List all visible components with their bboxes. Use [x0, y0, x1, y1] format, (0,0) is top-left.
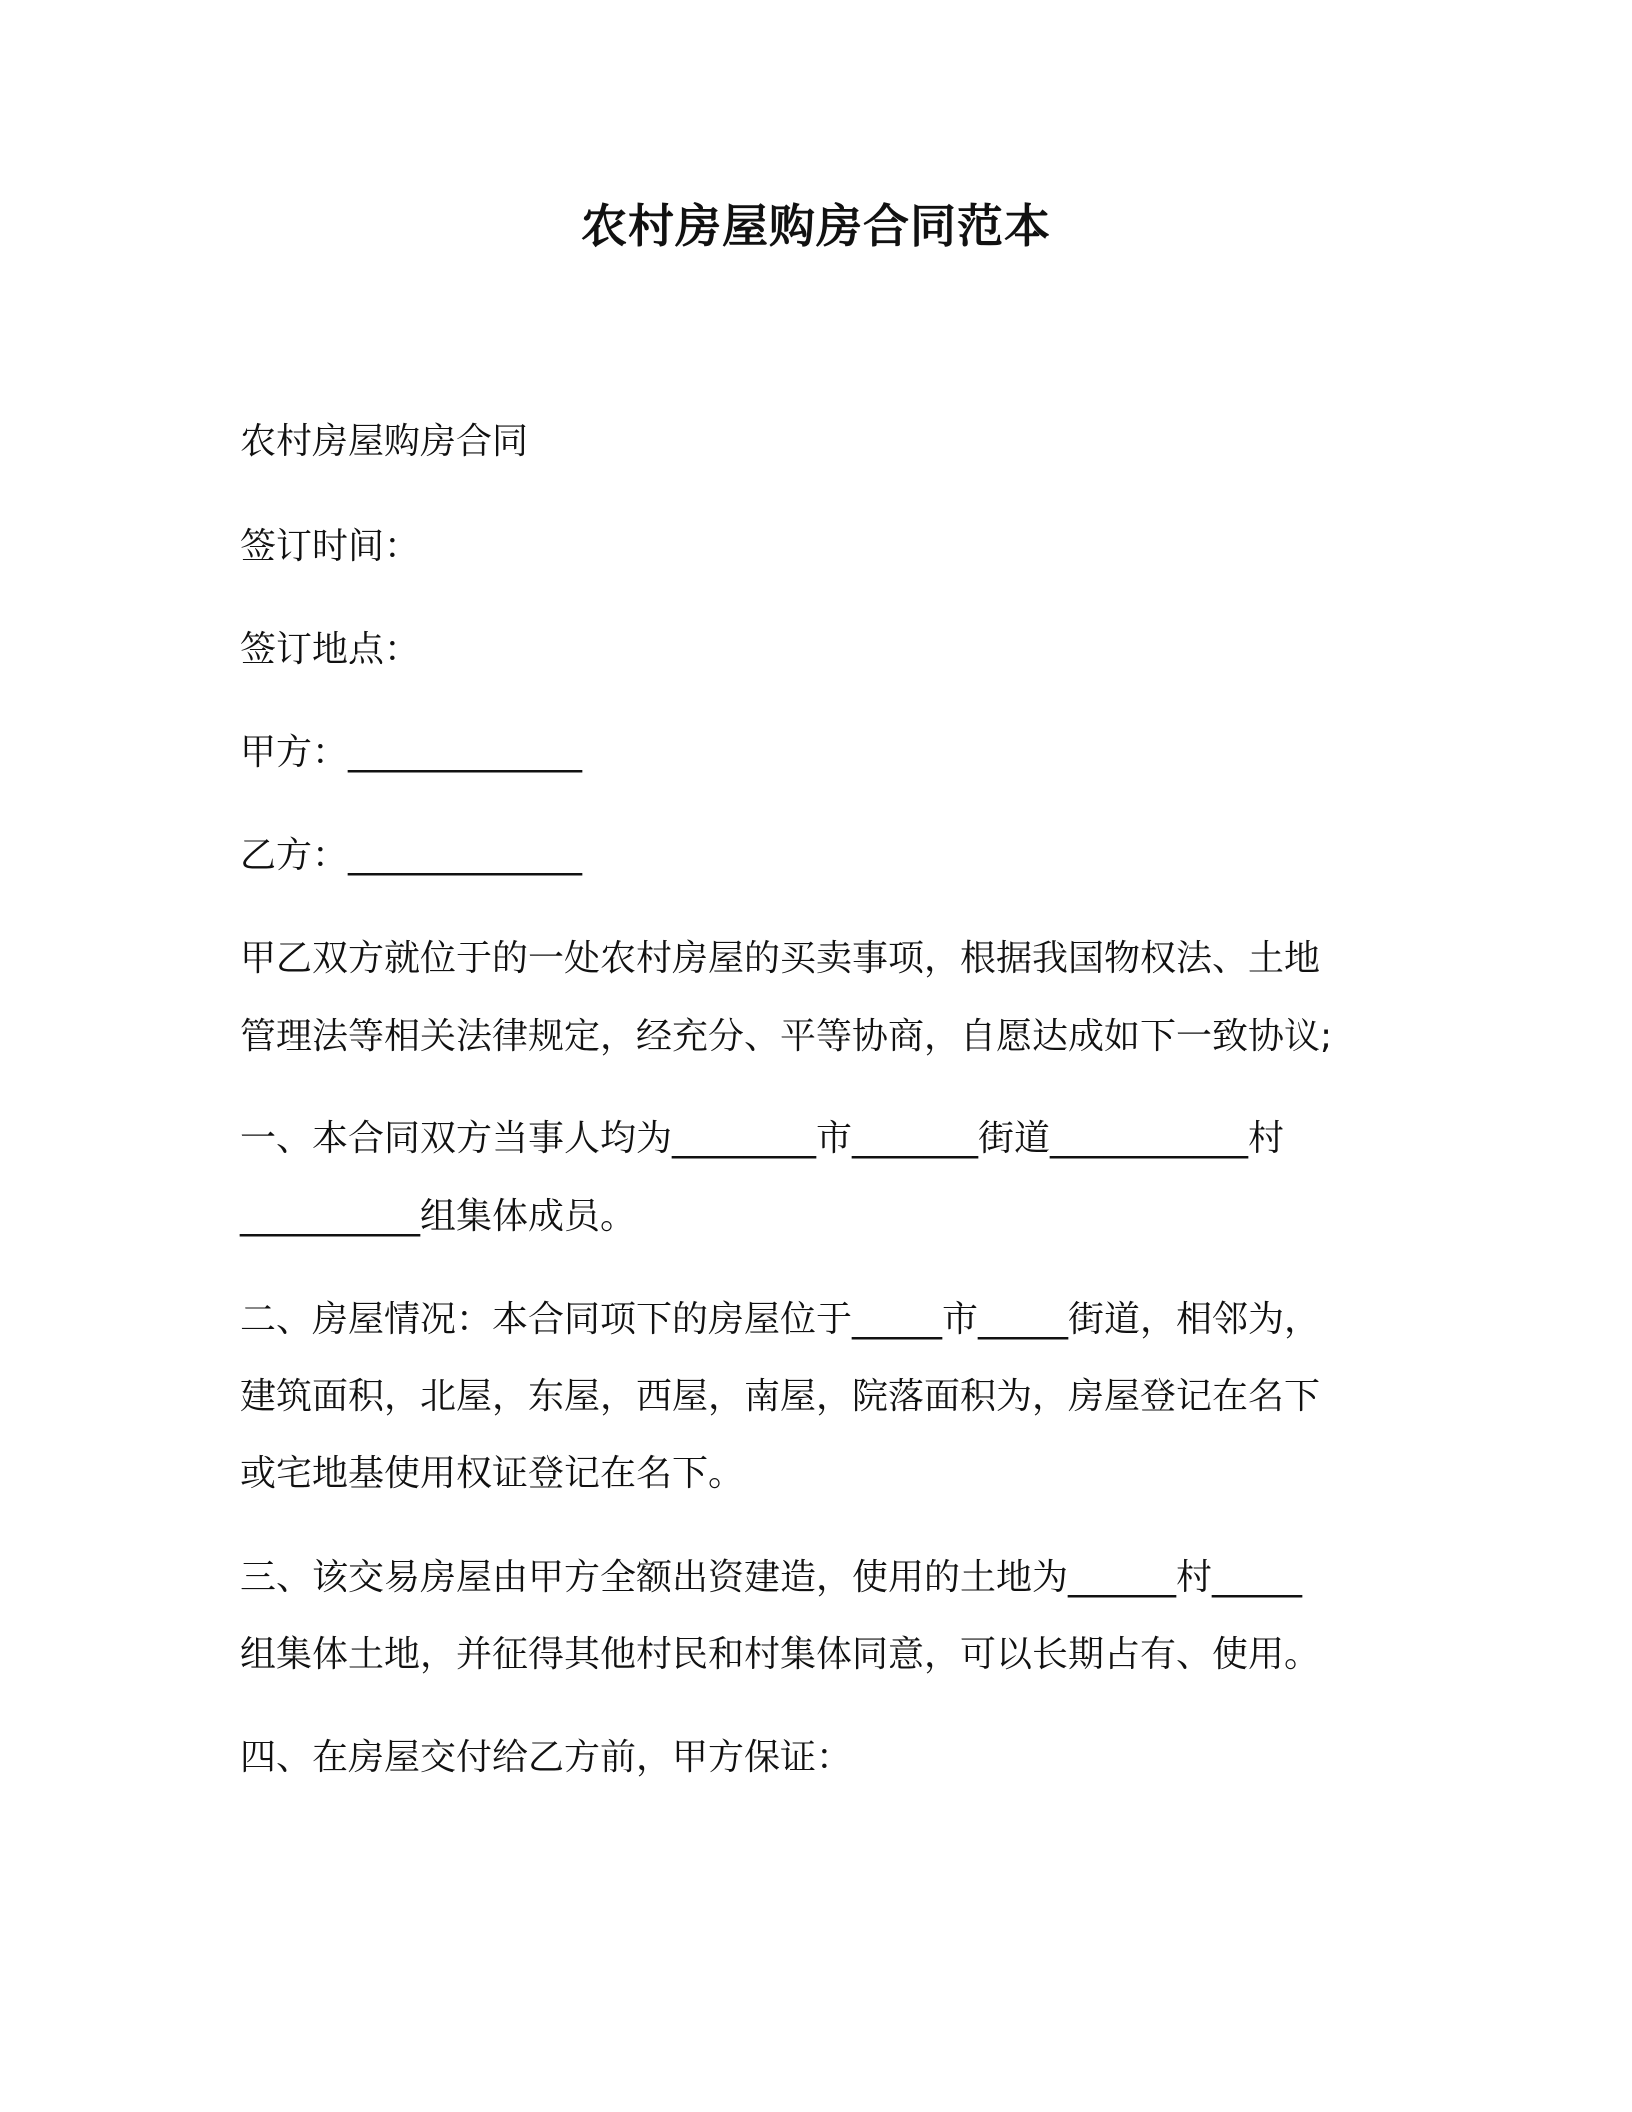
contract-heading: 农村房屋购房合同 — [240, 421, 529, 462]
party-a-line: 甲方：_____________ — [240, 732, 583, 773]
preamble-line-2: 管理法等相关法律规定，经充分、平等协商，自愿达成如下一致协议; — [240, 1016, 1333, 1057]
party-b-line: 乙方：_____________ — [240, 835, 583, 876]
clause-2-line-3: 或宅地基使用权证登记在名下。 — [240, 1453, 745, 1494]
document-title: 农村房屋购房合同范本 — [581, 199, 1051, 253]
clause-4-line-1: 四、在房屋交付给乙方前，甲方保证： — [240, 1737, 853, 1778]
clause-3-line-1: 三、该交易房屋由甲方全额出资建造，使用的土地为______村_____ — [240, 1557, 1303, 1598]
clause-1-line-2: __________组集体成员。 — [240, 1196, 637, 1237]
clause-3-line-2: 组集体土地，并征得其他村民和村集体同意，可以长期占有、使用。 — [240, 1634, 1321, 1675]
signing-place-line: 签订地点： — [240, 629, 421, 670]
signing-time-line: 签订时间： — [240, 526, 421, 567]
clause-2-line-1: 二、房屋情况：本合同项下的房屋位于_____市_____街道，相邻为， — [240, 1299, 1321, 1340]
clause-2-line-2: 建筑面积，北屋，东屋，西屋，南屋，院落面积为，房屋登记在名下 — [240, 1376, 1321, 1417]
clause-1-line-1: 一、本合同双方当事人均为________市_______街道___________村 — [240, 1118, 1285, 1159]
preamble-line-1: 甲乙双方就位于的一处农村房屋的买卖事项，根据我国物权法、土地 — [240, 938, 1321, 979]
